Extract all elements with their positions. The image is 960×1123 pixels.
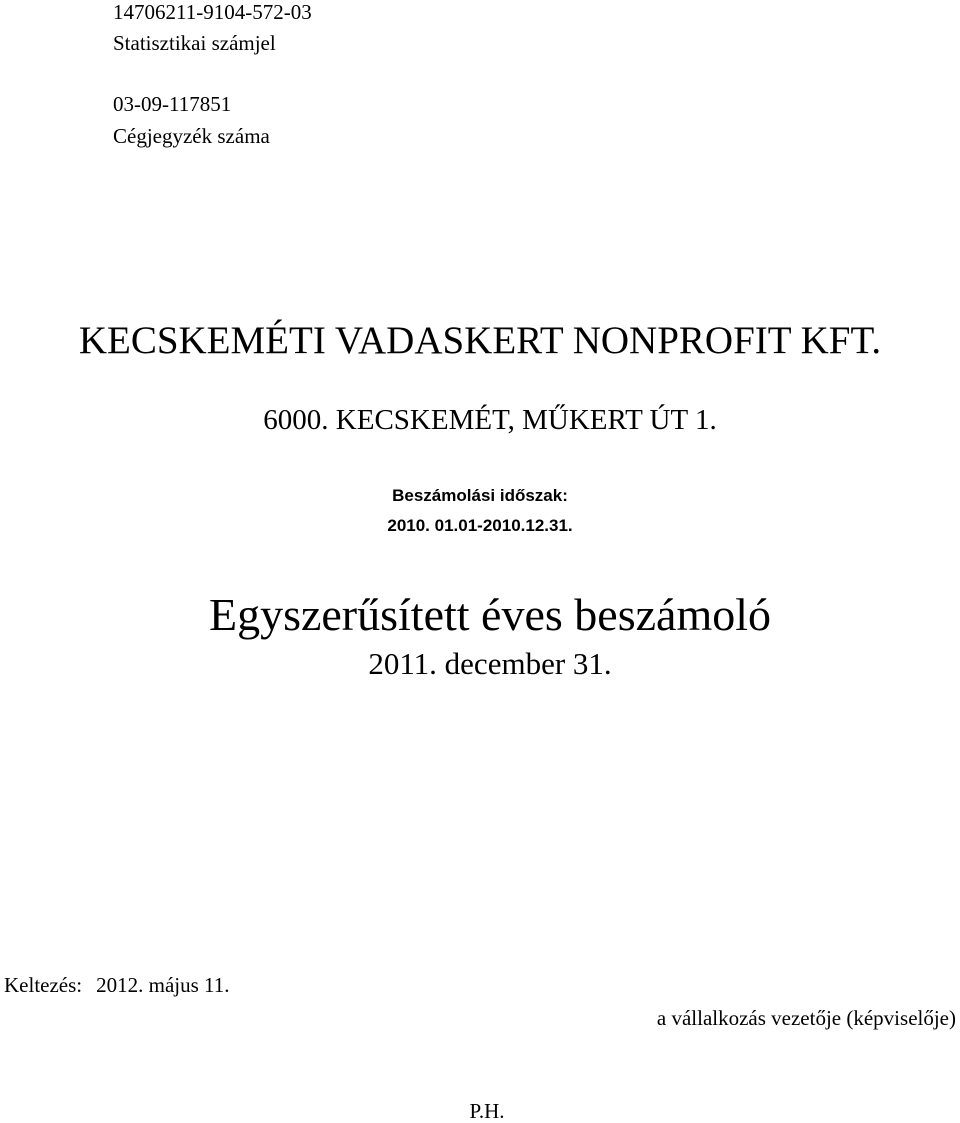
reporting-period-value: 2010. 01.01-2010.12.31. (387, 516, 573, 535)
signatory-label: a vállalkozás vezetője (képviselője) (656, 1006, 956, 1030)
report-date: 2011. december 31. (368, 646, 612, 681)
statistical-number: 14706211-9104-572-03 (113, 0, 312, 24)
reporting-period-label: Beszámolási időszak: (392, 486, 568, 505)
registration-number: 03-09-117851 (113, 92, 232, 116)
date-row (4, 973, 230, 997)
company-address: 6000. KECSKEMÉT, MŰKERT ÚT 1. (263, 404, 717, 436)
date-label: Keltezés: (4, 973, 83, 997)
seal-label: P.H. (469, 1099, 505, 1123)
registration-number-label: Cégjegyzék száma (113, 124, 270, 148)
statistical-number-label: Statisztikai számjel (113, 31, 276, 55)
company-name: KECSKEMÉTI VADASKERT NONPROFIT KFT. (78, 319, 882, 362)
report-title: Egyszerűsített éves beszámoló (208, 589, 772, 640)
date-value: 2012. május 11. (96, 973, 230, 997)
